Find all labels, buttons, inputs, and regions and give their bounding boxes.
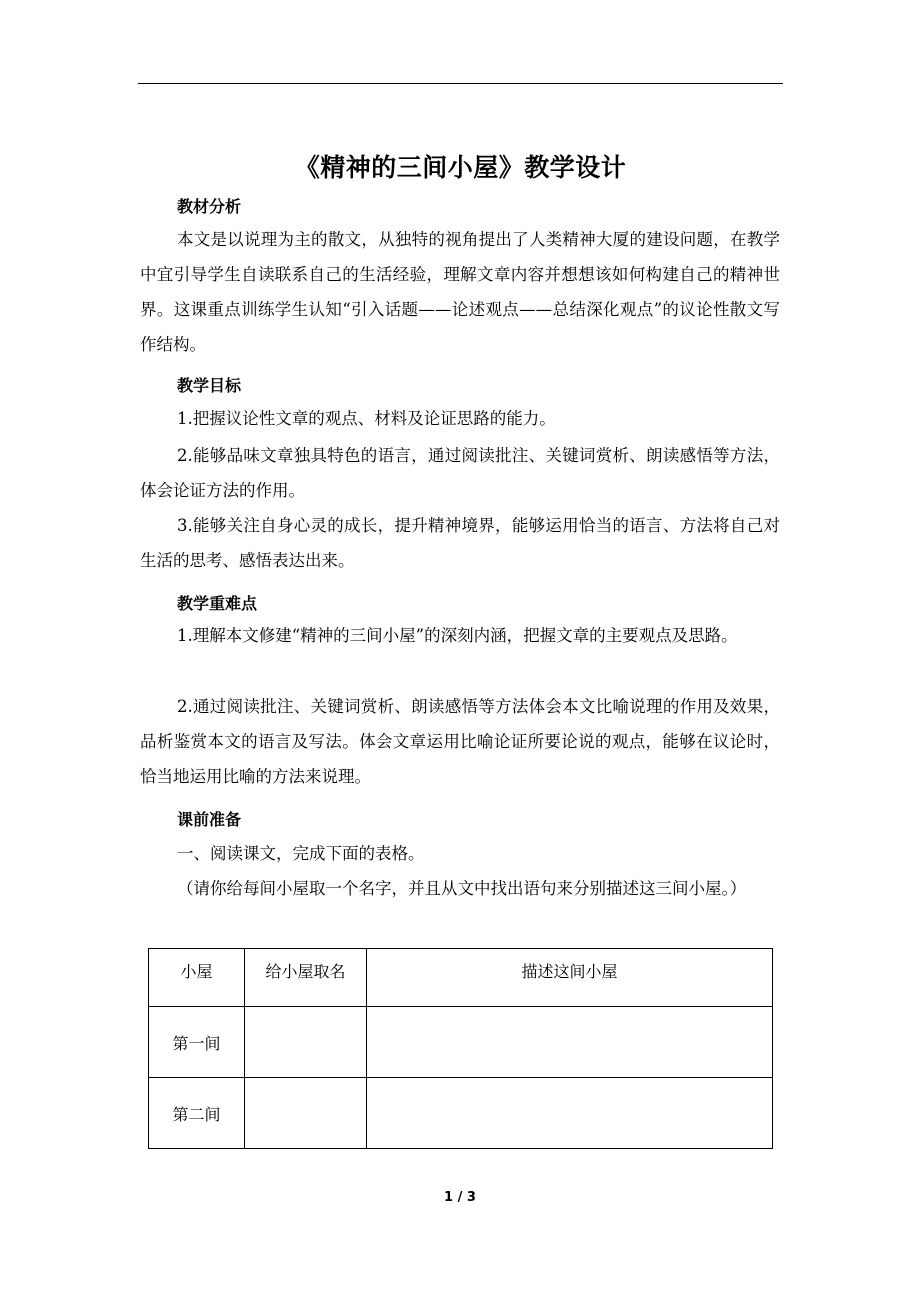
section-heading-preparation: 课前准备	[177, 810, 242, 829]
material-paragraph: 本文是以说理为主的散文，从独特的视角提出了人类精神大厦的建设问题，在教学中宜引导学生自读联系自己的生活经验，理解文章内容并想想该如何构建自己的精神世界。这课重点训练学生认知“引入话题——论述观点——总结深化观点”的议论性散文写作结构。	[140, 230, 780, 354]
key-point-item: 1.理解本文修建“精神的三间小屋”的深刻内涵，把握文章的主要观点及思路。	[177, 626, 738, 645]
preparation-item: 一、阅读课文，完成下面的表格。	[177, 844, 425, 863]
table-header-cell: 描述这间小屋	[367, 949, 773, 1007]
goal-item: 3.能够关注自身心灵的成长，提升精神境界，能够运用恰当的语言、方法将自己对生活的思考、感悟表达出来。	[140, 516, 780, 570]
goal-item: 2.能够品味文章独具特色的语言，通过阅读批注、关键词赏析、朗读感悟等方法，体会论证方法的作用。	[140, 446, 780, 500]
table-cell: 第二间	[149, 1078, 245, 1149]
table-header-cell: 小屋	[149, 949, 245, 1007]
header-rule	[138, 83, 783, 84]
table-header-row	[149, 949, 773, 1007]
table-cell[interactable]	[367, 1078, 773, 1149]
goal-item: 1.把握议论性文章的观点、材料及论证思路的能力。	[177, 409, 556, 428]
table-cell: 第一间	[149, 1007, 245, 1078]
key-point-item: 2.通过阅读批注、关键词赏析、朗读感悟等方法体会本文比喻说理的作用及效果，品析鉴赏本文的语言及写法。体会文章运用比喻论证所要论说的观点，能够在议论时，恰当地运用比喻的方法来说理。	[140, 697, 780, 786]
document-title: 《精神的三间小屋》教学设计	[294, 153, 627, 182]
cabins-table	[148, 948, 773, 1149]
section-heading-goals: 教学目标	[177, 376, 242, 395]
table-cell[interactable]	[367, 1007, 773, 1078]
page-number: 1 / 3	[444, 1190, 476, 1205]
section-heading-key-points: 教学重难点	[177, 594, 258, 613]
table-row	[149, 1078, 773, 1149]
table-cell[interactable]	[245, 1007, 367, 1078]
preparation-item: （请你给每间小屋取一个名字，并且从文中找出语句来分别描述这三间小屋。）	[177, 879, 747, 898]
section-heading-material: 教材分析	[177, 197, 242, 216]
table-header-cell: 给小屋取名	[245, 949, 367, 1007]
table-cell[interactable]	[245, 1078, 367, 1149]
table-row	[149, 1007, 773, 1078]
